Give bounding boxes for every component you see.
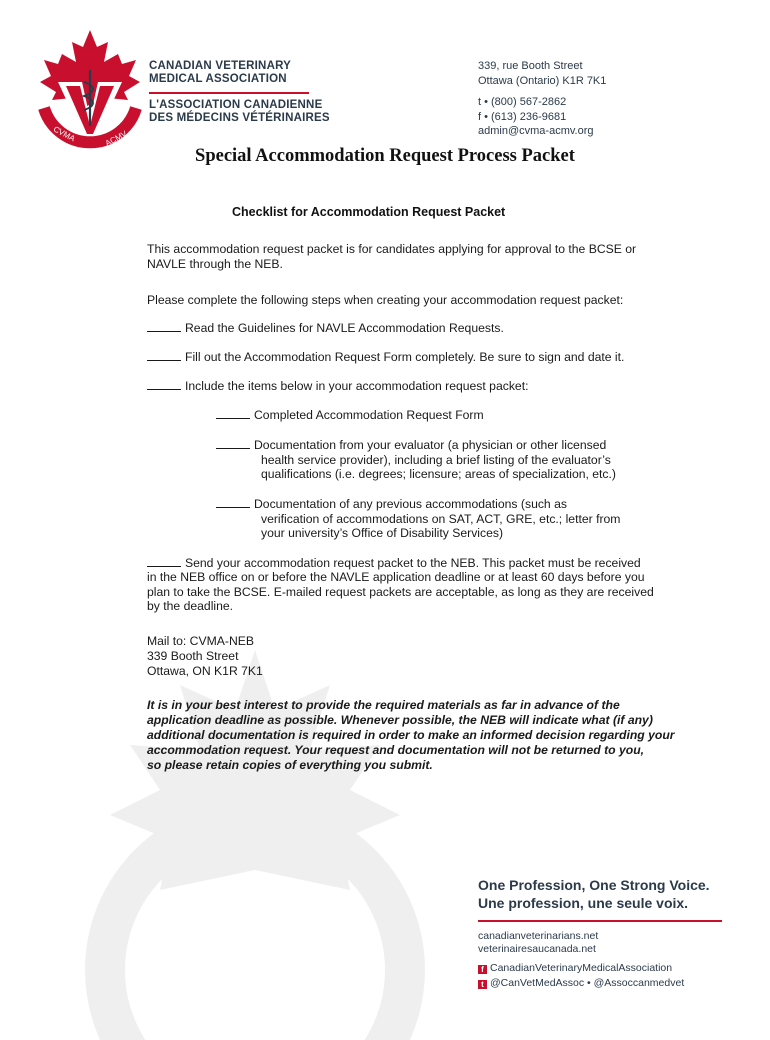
twitter-link[interactable] bbox=[478, 977, 728, 990]
page-title: Special Accommodation Request Process Packet bbox=[195, 146, 575, 166]
tagline-en: One Profession, One Strong Voice. bbox=[478, 877, 710, 893]
note-line: so please retain copies of everything you submit. bbox=[147, 758, 433, 772]
twitter-handles: @CanVetMedAssoc • @Assoccanmedvet bbox=[490, 976, 685, 989]
address-street: 339, rue Booth Street bbox=[478, 60, 583, 72]
checkbox-blank[interactable] bbox=[147, 321, 181, 332]
facebook-icon: f bbox=[478, 965, 487, 974]
note-line: accommodation request. Your request and documentation will not be returned to you, bbox=[147, 743, 645, 757]
logo-text-acmv: ACMV bbox=[103, 129, 129, 148]
checklist-step-send bbox=[147, 556, 641, 571]
send-text-cont: in the NEB office on or before the NAVLE application deadline or at least 60 days before you bbox=[147, 570, 645, 584]
step-text: Read the Guidelines for NAVLE Accommodation Requests. bbox=[185, 321, 504, 335]
note-line: It is in your best interest to provide the required materials as far in advance of the bbox=[147, 698, 620, 712]
checkbox-blank[interactable] bbox=[216, 438, 250, 449]
note-line: application deadline as possible. Whenever possible, the NEB will indicate what (if any) bbox=[147, 713, 653, 727]
mail-to: Mail to: CVMA-NEB bbox=[147, 634, 254, 648]
org-name-en-1: CANADIAN VETERINARY bbox=[149, 60, 292, 72]
mail-city: Ottawa, ON K1R 7K1 bbox=[147, 664, 263, 678]
website-link-fr[interactable]: veterinairesaucanada.net bbox=[478, 942, 596, 955]
fax-number: f • (613) 236-9681 bbox=[478, 110, 567, 123]
org-divider bbox=[149, 92, 309, 94]
email-address: admin@cvma-acmv.org bbox=[478, 125, 594, 137]
org-name-en-2: MEDICAL ASSOCIATION bbox=[149, 73, 287, 85]
tagline-fr: Une profession, une seule voix. bbox=[478, 895, 689, 911]
footer bbox=[478, 876, 728, 990]
packet-item bbox=[216, 438, 606, 453]
item-text-cont: health service provider), including a brief listing of the evaluator’s bbox=[261, 453, 611, 467]
phone-number: t • (800) 567-2862 bbox=[478, 96, 567, 108]
checkbox-blank[interactable] bbox=[147, 379, 181, 390]
maple-leaf-logo-icon bbox=[38, 30, 142, 155]
facebook-link[interactable] bbox=[478, 962, 728, 975]
note-line: additional documentation is required in order to make an informed decision regarding your bbox=[147, 728, 675, 742]
mail-street: 339 Booth Street bbox=[147, 649, 239, 663]
steps-intro: Please complete the following steps when creating your accommodation request packet: bbox=[147, 293, 624, 307]
org-name-fr-2: DES MÉDECINS VÉTÉRINAIRES bbox=[149, 111, 330, 124]
item-text-cont: your university’s Office of Disability Services) bbox=[261, 526, 504, 540]
logo-text-cvma: CVMA bbox=[51, 124, 77, 144]
footer-divider bbox=[478, 920, 722, 922]
checklist-step bbox=[147, 379, 528, 394]
item-text: Documentation of any previous accommodations (such as bbox=[254, 497, 567, 511]
organization-name bbox=[149, 60, 349, 125]
twitter-icon: t bbox=[478, 980, 487, 989]
checklist-step bbox=[147, 350, 624, 365]
item-text: Completed Accommodation Request Form bbox=[254, 408, 484, 422]
item-text-cont: qualifications (i.e. degrees; licensure; areas of specialization, etc.) bbox=[261, 467, 616, 481]
send-text-cont: by the deadline. bbox=[147, 599, 234, 613]
facebook-handle: CanadianVeterinaryMedicalAssociation bbox=[490, 961, 673, 974]
item-text: Documentation from your evaluator (a physician or other licensed bbox=[254, 438, 607, 452]
send-text: Send your accommodation request packet to the NEB. This packet must be received bbox=[185, 556, 641, 570]
intro-line-1: This accommodation request packet is for candidates applying for approval to the BCSE or bbox=[147, 242, 637, 256]
contact-address bbox=[478, 59, 698, 139]
website-link-en[interactable]: canadianveterinarians.net bbox=[478, 929, 599, 942]
checklist-step bbox=[147, 321, 504, 336]
send-text-cont: plan to take the BCSE. E-mailed request packets are acceptable, as long as they are received bbox=[147, 585, 654, 599]
intro-line-2: NAVLE through the NEB. bbox=[147, 257, 283, 271]
checkbox-blank[interactable] bbox=[147, 350, 181, 361]
item-text-cont: verification of accommodations on SAT, ACT, GRE, etc.; letter from bbox=[261, 512, 621, 526]
org-name-fr-1: L'ASSOCIATION CANADIENNE bbox=[149, 98, 323, 111]
address-city: Ottawa (Ontario) K1R 7K1 bbox=[478, 74, 607, 87]
checkbox-blank[interactable] bbox=[216, 497, 250, 508]
checkbox-blank[interactable] bbox=[147, 556, 181, 567]
packet-item bbox=[216, 497, 567, 512]
checklist-subtitle: Checklist for Accommodation Request Packet bbox=[232, 205, 506, 219]
step-text: Fill out the Accommodation Request Form completely. Be sure to sign and date it. bbox=[185, 350, 625, 364]
checkbox-blank[interactable] bbox=[216, 408, 250, 419]
step-text: Include the items below in your accommodation request packet: bbox=[185, 379, 529, 393]
packet-item bbox=[216, 408, 484, 423]
